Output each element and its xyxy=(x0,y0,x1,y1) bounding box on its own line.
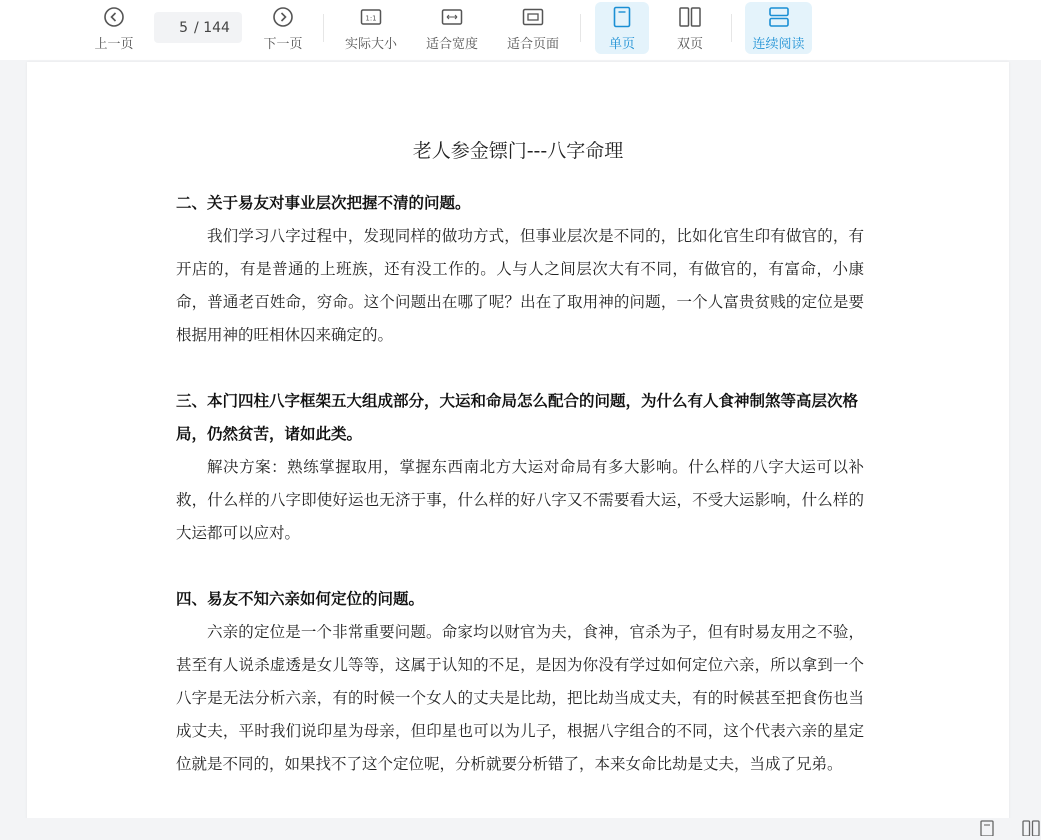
total-pages: / 144 xyxy=(194,19,230,36)
continuous-read-label: 连续阅读 xyxy=(752,36,805,52)
double-page-button[interactable] xyxy=(664,2,716,54)
next-page-button[interactable] xyxy=(257,2,309,54)
chevron-right-circle-icon xyxy=(272,5,294,29)
actual-size-label: 实际大小 xyxy=(344,36,397,52)
fit-page-button[interactable] xyxy=(502,2,564,54)
section-paragraph: 我们学习八字过程中，发现同样的做功方式，但事业层次是不同的，比如化官生印有做官的，有开店的，有是普通的上班族，还有没工作的。人与人之间层次大有不同，有做官的，有富命，小康命，普通老百姓命，穷命。这个问题出在哪了呢？出在了取用神的问题，一个人富贵贫贱的定位是要根据用神的旺相休囚来确定的。 xyxy=(176,227,864,344)
single-page-icon[interactable] xyxy=(979,820,995,840)
section-heading: 二、关于易友对事业层次把握不清的问题。 xyxy=(176,194,471,212)
actual-size-button[interactable] xyxy=(340,2,402,54)
next-page-label: 下一页 xyxy=(263,36,303,52)
continuous-read-icon xyxy=(768,5,790,29)
fit-page-label: 适合页面 xyxy=(506,36,559,52)
document-content xyxy=(176,187,864,781)
prev-page-label: 上一页 xyxy=(94,36,134,52)
double-page-icon[interactable] xyxy=(1022,820,1040,840)
toolbar-divider xyxy=(731,14,732,42)
section-heading: 三、本门四柱八字框架五大组成部分，大运和命局怎么配合的问题，为什么有人食神制煞等高层次格局，仍然贫苦，诸如此类。 xyxy=(176,392,859,443)
document-page xyxy=(27,62,1009,822)
double-page-icon xyxy=(678,5,702,29)
continuous-read-button[interactable] xyxy=(745,2,812,54)
section-paragraph: 解决方案：熟练掌握取用，掌握东西南北方大运对命局有多大影响。什么样的八字大运可以补救，什么样的八字即使好运也无济于事，什么样的好八字又不需要看大运，不受大运影响，什么样的大运都可以应对。 xyxy=(176,458,864,542)
toolbar xyxy=(0,0,1041,60)
single-page-button[interactable] xyxy=(595,2,649,54)
single-page-label: 单页 xyxy=(608,36,635,52)
fit-page-icon xyxy=(522,5,544,29)
document-viewer[interactable] xyxy=(0,60,1041,818)
section-gap xyxy=(176,550,864,583)
fit-width-button[interactable] xyxy=(420,2,484,54)
page-indicator xyxy=(154,12,242,43)
chevron-left-circle-icon xyxy=(103,5,125,29)
toolbar-divider xyxy=(323,14,324,42)
actual-size-icon xyxy=(360,5,382,29)
double-page-label: 双页 xyxy=(676,36,703,52)
fit-width-label: 适合宽度 xyxy=(425,36,478,52)
toolbar-divider xyxy=(580,14,581,42)
section-paragraph: 六亲的定位是一个非常重要问题。命家均以财官为夫，食神，官杀为子，但有时易友用之不验，甚至有人说杀虚透是女儿等等，这属于认知的不足，是因为你没有学过如何定位六亲，所以拿到一个八字是无法分析六亲，有的时候一个女人的丈夫是比劫，把比劫当成丈夫，有的时候甚至把食伤也当成丈夫，平时我们说印星为母亲，但印星也可以为儿子，根据八字组合的不同，这个代表六亲的星定位就是不同的，如果找不了这个定位呢，分析就要分析错了，本来女命比劫是丈夫，当成了兄弟。 xyxy=(176,623,864,773)
status-bar xyxy=(0,818,1041,836)
svg-text:1:1: 1:1 xyxy=(365,14,377,22)
fit-width-icon xyxy=(441,5,463,29)
section-gap xyxy=(176,352,864,385)
prev-page-button[interactable] xyxy=(88,2,140,54)
current-page-input[interactable] xyxy=(166,20,188,36)
section-heading: 四、易友不知六亲如何定位的问题。 xyxy=(176,590,425,608)
single-page-icon xyxy=(612,5,632,29)
document-title: 老人参金镖门---八字命理 xyxy=(412,140,624,162)
